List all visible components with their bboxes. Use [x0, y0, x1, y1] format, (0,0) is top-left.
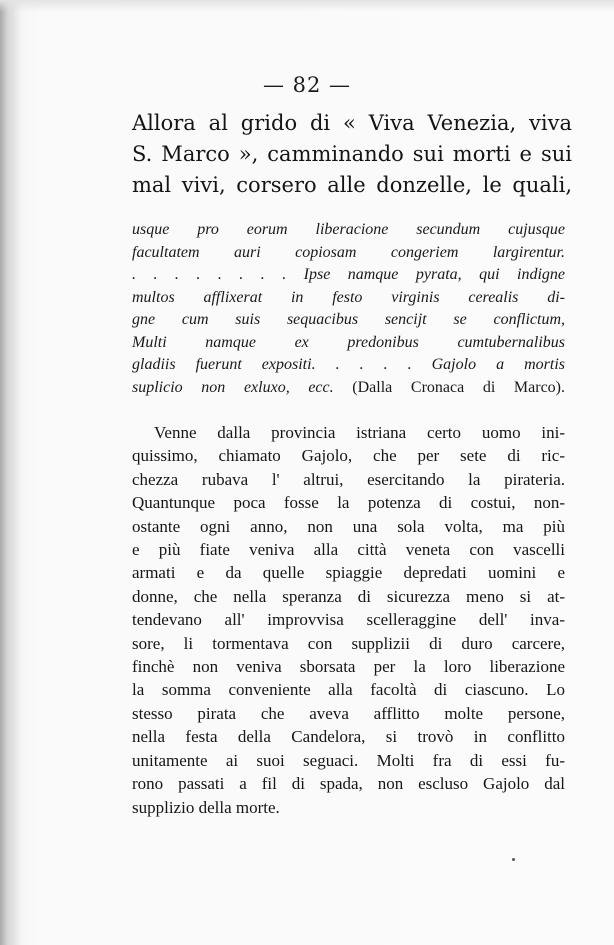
heading-line: S. Marco », camminando sui morti e sui: [132, 142, 572, 166]
heading-paragraph: [132, 108, 572, 201]
quote-end-text: suplicio non exluxo, ecc.: [132, 378, 334, 396]
quote-source-citation: (Dalla Cronaca di Marco).: [352, 378, 566, 396]
body-line: nella festa della Candelora, si trovò in conflitto: [132, 727, 565, 747]
body-line: unitamente ai suoi seguaci. Molti fra di essi fu-: [132, 750, 565, 770]
body-line: rono passati a fil di spada, non escluso Gajolo dal: [132, 774, 565, 794]
paper-speck: [512, 858, 515, 861]
body-line: ostante ogni anno, non una sola volta, ma più: [132, 516, 565, 536]
body-line: Venne dalla provincia istriana certo uomo ini-: [154, 423, 565, 442]
heading-line: Allora al grido di « Viva Venezia, viva: [132, 111, 572, 135]
binding-shadow: [0, 0, 22, 945]
quote-line: . . . . . . . . Ipse namque pyrata, qui indigne: [132, 266, 565, 283]
body-line: sore, li tormentava con supplizii di duro carcere,: [132, 633, 565, 653]
page-number: — 82 —: [262, 73, 352, 97]
quote-last-line: [132, 377, 565, 400]
quote-line: gladiis fuerunt expositi. . . . . Gajolo a mortis: [132, 356, 565, 373]
quote-line: gne cum suis sequacibus sencijt se conflictum,: [132, 311, 565, 328]
body-line: supplizio della morte.: [132, 797, 280, 817]
body-line: stesso pirata che aveva afflitto molte persone,: [132, 703, 565, 723]
body-line: armati e da quelle spiaggie depredati uomini e: [132, 563, 565, 583]
body-line: tendevano all' improvvisa scelleraggine dell' inva-: [132, 610, 565, 630]
page-top-edge: [0, 0, 614, 12]
body-line: finchè non veniva sborsata per la loro liberazione: [132, 657, 565, 677]
body-line: e più fiate veniva alla città veneta con vascelli: [132, 540, 565, 560]
quote-line: multos afflixerat in festo virginis cerealis di-: [132, 288, 565, 306]
quote-line: usque pro eorum liberacione secundum cujusque: [132, 221, 565, 238]
quote-line: Multi namque ex predonibus cumtubernalibus: [132, 333, 565, 351]
body-line: Quantunque poca fosse la potenza di costui, non-: [132, 493, 565, 513]
body-line: la somma conveniente alla facoltà di ciascuno. Lo: [132, 680, 565, 700]
body-line: chezza rubava l' altrui, esercitando la pirateria.: [132, 469, 565, 489]
latin-quotation: [132, 219, 565, 399]
body-line: donne, che nella speranza di sicurezza meno si at-: [132, 586, 565, 606]
quote-line: facultatem auri copiosam congeriem largirentur.: [132, 243, 565, 261]
body-line: quissimo, chiamato Gajolo, che per sete di ric-: [132, 446, 565, 466]
body-paragraph: [132, 421, 565, 819]
heading-line: mal vivi, corsero alle donzelle, le quali,: [132, 173, 572, 197]
